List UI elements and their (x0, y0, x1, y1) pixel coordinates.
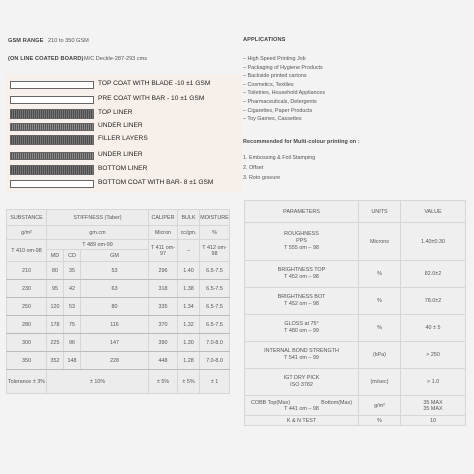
method-bulk: – (178, 240, 200, 262)
unit-substance: g/m² (7, 226, 47, 240)
cell-caliper: 335 (149, 298, 178, 316)
cell-moisture: 7.0-8.0 (200, 352, 230, 370)
cell-bulk: 1.34 (178, 298, 200, 316)
cell-gm: 228 (81, 352, 149, 370)
recommended-item: 2. Offset (243, 165, 264, 171)
recommended-item: 1. Embossing & Foil Stamping (243, 155, 316, 161)
cell-md: 352 (47, 352, 64, 370)
unit-moisture: % (200, 226, 230, 240)
param-method: T 452 om – 98 (284, 301, 319, 307)
cell-md: 178 (47, 316, 64, 334)
method-substance: T 410 om-98 (7, 240, 47, 262)
unit-stiffness: gm.cm (47, 226, 149, 240)
cobb-unit: g/m² (359, 396, 401, 416)
cell-md: 95 (47, 280, 64, 298)
table-row (7, 352, 230, 370)
param-unit: Microns (359, 223, 401, 261)
cell-moisture: 6.5-7.5 (200, 280, 230, 298)
cell-gm: 53 (81, 262, 149, 280)
application-item: – Toiletries, Household Appliances (243, 90, 326, 97)
param-unit: % (359, 315, 401, 342)
param-unit: % (359, 261, 401, 288)
cobb-bottom-label: Bottom(Max) (321, 399, 352, 406)
unit-bulk: cc/gm. (178, 226, 200, 240)
recommended-item: 3. Roto gravure (243, 175, 281, 181)
cell-cd: 53 (64, 298, 81, 316)
param-method: T 541 om – 99 (284, 355, 319, 361)
tolerance-moisture: ± 1 (200, 370, 230, 394)
cobb-top-label: COBB Top(Max) (251, 399, 291, 406)
cell-md: 80 (47, 262, 64, 280)
layer-label: BOTTOM COAT WITH BAR- 8 ±1 GSM (98, 179, 214, 186)
cell-caliper: 296 (149, 262, 178, 280)
layer-swatch (10, 81, 94, 89)
layer-swatch (10, 123, 94, 131)
cobb-value-top: 35 MAX (423, 399, 443, 406)
unit-caliper: Micron (149, 226, 178, 240)
table-row (7, 262, 230, 280)
kn-test-name: K & N TEST (245, 416, 359, 426)
cell-moisture: 6.5-7.5 (200, 262, 230, 280)
cell-bulk: 1.40 (178, 262, 200, 280)
table-row (7, 280, 230, 298)
param-method: PPS (296, 238, 307, 244)
method-moisture: T 412 om-98 (200, 240, 230, 262)
tolerance-stiffness: ± 10% (47, 370, 149, 394)
param-cell (245, 261, 359, 288)
param-method: T 480 om – 99 (284, 328, 319, 334)
cell-gm: 116 (81, 316, 149, 334)
col-bulk-header: BULK (178, 210, 200, 226)
cell-substance: 350 (7, 352, 47, 370)
cell-bulk: 1.30 (178, 334, 200, 352)
param-cell (245, 342, 359, 369)
layer-swatch (10, 152, 94, 160)
application-item: – Cosmetics, Textiles (243, 81, 294, 88)
cell-cd: 42 (64, 280, 81, 298)
board-deckle-value: M/C Deckle-287-293 cms (84, 56, 148, 62)
param-unit: (m/sec) (359, 369, 401, 396)
layer-label: TOP COAT WITH BLADE -10 ±1 GSM (98, 80, 211, 87)
cell-caliper: 390 (149, 334, 178, 352)
layer-swatch (10, 180, 94, 188)
sub-header-md: MD (47, 250, 64, 262)
cell-md: 120 (47, 298, 64, 316)
cell-substance: 230 (7, 280, 47, 298)
table-row (245, 288, 466, 315)
layer-row (6, 78, 242, 91)
layer-swatch (10, 109, 94, 119)
layer-label: UNDER LINER (98, 122, 143, 129)
cell-gm: 80 (81, 298, 149, 316)
layer-row (6, 120, 242, 133)
col-value-header: VALUE (401, 201, 466, 223)
applications-title: APPLICATIONS (243, 37, 286, 43)
param-name: ROUGHNESS (284, 231, 319, 237)
param-name: IGT DRY PICK (283, 375, 320, 381)
layer-row (6, 93, 242, 106)
param-value: 1.40±0.30 (401, 223, 466, 261)
application-item: – Backside printed cartons (243, 73, 307, 80)
param-value: > 250 (401, 342, 466, 369)
param-name: GLOSS at 75° (284, 321, 319, 327)
table-row (245, 315, 466, 342)
board-type-label: (ON LINE COATED BOARD) (8, 56, 84, 62)
param-cell (245, 315, 359, 342)
layer-swatch (10, 135, 94, 145)
col-caliper-header: CALIPER (149, 210, 178, 226)
cell-moisture: 7.0-8.0 (200, 334, 230, 352)
cell-substance: 280 (7, 316, 47, 334)
cell-substance: 300 (7, 334, 47, 352)
param-value: 82.0±2 (401, 261, 466, 288)
cell-cd: 148 (64, 352, 81, 370)
cell-cd: 75 (64, 316, 81, 334)
table-row (245, 369, 466, 396)
sub-header-cd: CD (64, 250, 81, 262)
layer-swatch (10, 165, 94, 175)
cell-cd: 35 (64, 262, 81, 280)
cobb-name (245, 396, 359, 416)
table-row (7, 316, 230, 334)
cell-gm: 147 (81, 334, 149, 352)
param-method2: T 555 om – 98 (284, 245, 319, 251)
application-item: – Packaging of Hygiene Products (243, 64, 323, 71)
parameters-table (244, 200, 466, 426)
cell-moisture: 6.5-7.5 (200, 316, 230, 334)
cell-gm: 63 (81, 280, 149, 298)
param-value: > 1.0 (401, 369, 466, 396)
layer-row (6, 133, 242, 146)
param-method: ISO 3782 (290, 382, 313, 388)
method-caliper: T 411 om-97 (149, 240, 178, 262)
param-name: INTERNAL BOND STRENGTH (264, 348, 339, 354)
layer-label: UNDER LINER (98, 151, 143, 158)
layer-label: PRE COAT WITH BAR - 10 ±1 GSM (98, 95, 205, 102)
tolerance-label: Tolerance ± 3% (7, 370, 47, 394)
layer-row (6, 177, 242, 190)
cell-bulk: 1.32 (178, 316, 200, 334)
cobb-values (401, 396, 466, 416)
cobb-value-bottom: 35 MAX (423, 405, 443, 412)
table-row (7, 334, 230, 352)
cell-md: 225 (47, 334, 64, 352)
cell-caliper: 318 (149, 280, 178, 298)
table-row (7, 298, 230, 316)
substance-properties-table (6, 209, 230, 394)
table-row (245, 223, 466, 261)
tolerance-bulk: ± 5% (178, 370, 200, 394)
gsm-range-value: 210 to 350 GSM (48, 38, 89, 44)
cell-cd: 96 (64, 334, 81, 352)
param-cell (245, 288, 359, 315)
application-item: – Cigarettes, Paper Products (243, 107, 313, 114)
application-item: – High Speed Printing Job (243, 56, 306, 62)
layer-row (6, 107, 242, 120)
param-unit: (kPa) (359, 342, 401, 369)
cell-caliper: 448 (149, 352, 178, 370)
layer-label: FILLER LAYERS (98, 135, 148, 142)
method-stiffness: T 489 om-99 (47, 240, 149, 250)
cell-bulk: 1.28 (178, 352, 200, 370)
board-layer-diagram (6, 74, 242, 192)
sub-header-gm: GM (81, 250, 149, 262)
tolerance-caliper: ± 5% (149, 370, 178, 394)
layer-row (6, 149, 242, 162)
col-stiffness-header: STIFFNESS (Taber) (47, 210, 149, 226)
layer-label: TOP LINER (98, 109, 133, 116)
col-parameters-header: PARAMETERS (245, 201, 359, 223)
gsm-range-label: GSM RANGE (8, 38, 44, 44)
param-cell (245, 369, 359, 396)
param-value: 40 ± 5 (401, 315, 466, 342)
application-item: – Pharmaceuticals, Detergents (243, 99, 317, 105)
param-method: T 452 om – 98 (284, 274, 319, 280)
cell-substance: 210 (7, 262, 47, 280)
table-row (245, 342, 466, 369)
col-substance-header: SUBSTANCE (7, 210, 47, 226)
layer-swatch (10, 96, 94, 104)
param-unit: % (359, 288, 401, 315)
cobb-method: T 441 om – 98 (284, 405, 319, 412)
col-units-header: UNITS (359, 201, 401, 223)
cell-bulk: 1.38 (178, 280, 200, 298)
layer-label: BOTTOM LINER (98, 165, 148, 172)
kn-test-unit: % (359, 416, 401, 426)
cell-caliper: 370 (149, 316, 178, 334)
layer-row (6, 163, 242, 176)
cell-substance: 250 (7, 298, 47, 316)
param-value: 78.0±2 (401, 288, 466, 315)
col-moisture-header: MOISTURE (200, 210, 230, 226)
cell-moisture: 6.5-7.5 (200, 298, 230, 316)
application-item: – Toy Games, Cassettes (243, 116, 302, 123)
table-row (245, 261, 466, 288)
param-name: BRIGHTNESS BOT (277, 294, 326, 300)
param-name: BRIGHTNESS TOP (277, 267, 326, 273)
kn-test-value: 10 (401, 416, 466, 426)
recommended-title: Recommended for Multi-colour printing on : (243, 139, 360, 145)
param-cell (245, 223, 359, 261)
